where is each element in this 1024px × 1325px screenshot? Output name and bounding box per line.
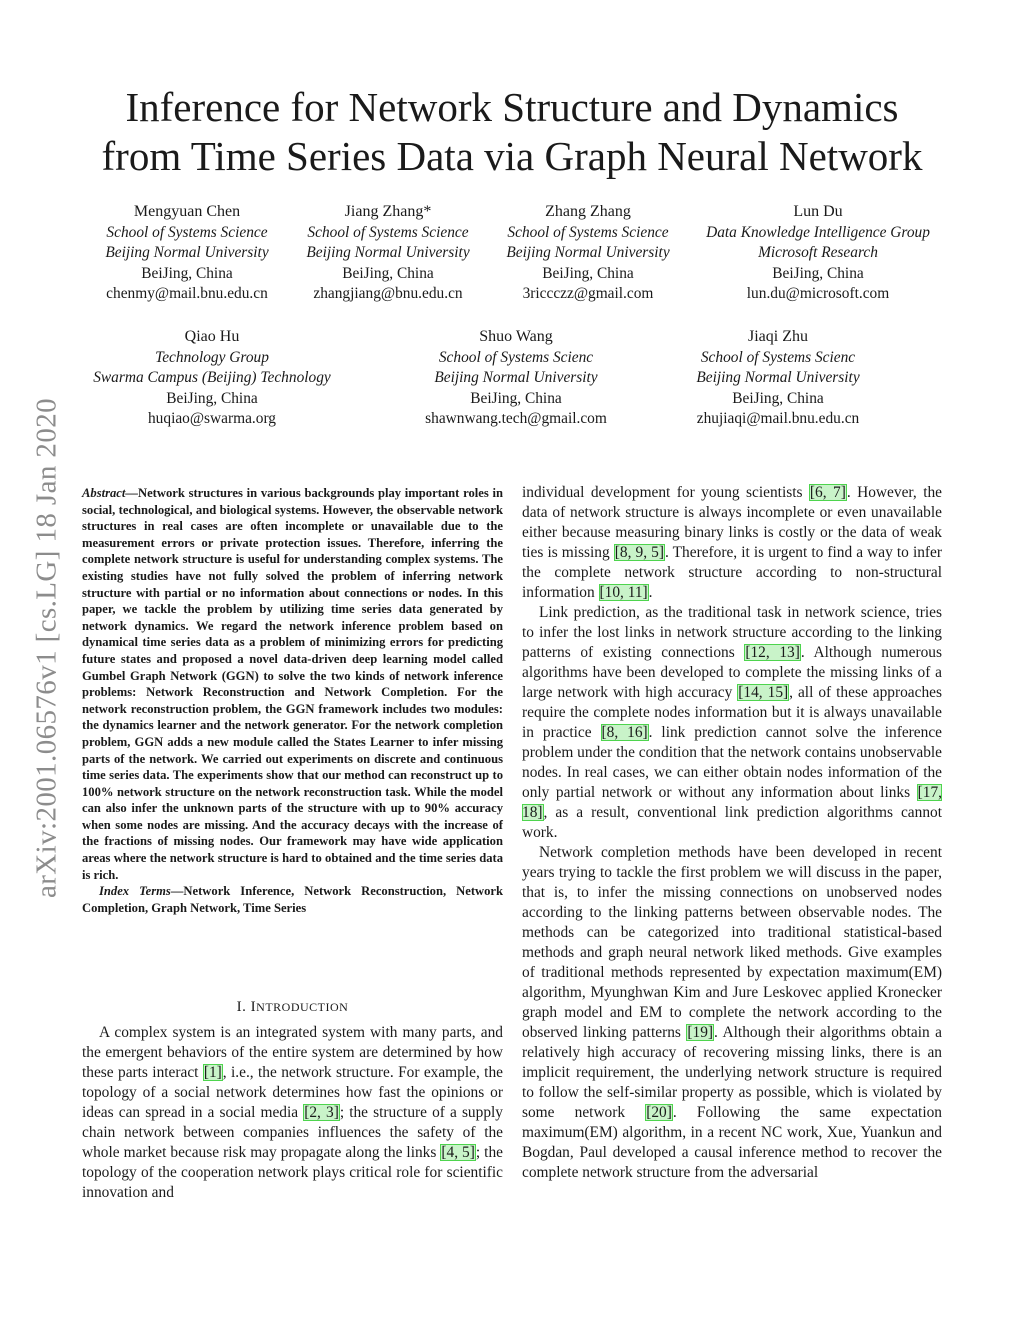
citation-link[interactable]: [12, 13] xyxy=(745,644,800,661)
section-heading-introduction xyxy=(82,999,503,1016)
author-block xyxy=(706,202,930,305)
abstract-dash: — xyxy=(125,486,138,500)
citation-link[interactable]: [14, 15] xyxy=(738,684,789,701)
abstract xyxy=(82,485,503,916)
text-run: ; the topology of the cooperation network plays critical role for scientific innovation and xyxy=(82,1144,503,1201)
author-name: Lun Du xyxy=(793,203,843,220)
author-email: zhujiaqi@mail.bnu.edu.cn xyxy=(696,410,860,428)
author-block xyxy=(93,327,331,430)
text-run: , as a result, conventional link prediction algorithms cannot work. xyxy=(522,804,942,841)
intro-paragraph-left xyxy=(82,1023,503,1203)
author-organization: Beijing Normal University xyxy=(696,369,860,387)
citation-link[interactable]: [6, 7] xyxy=(809,484,846,501)
abstract-label: Abstract xyxy=(82,486,126,500)
author-department: Data Knowledge Intelligence Group xyxy=(706,223,930,241)
index-terms-label: Index Terms xyxy=(99,884,171,899)
citation-link[interactable]: [19] xyxy=(687,1024,714,1041)
citation-link[interactable]: [4, 5] xyxy=(441,1144,475,1161)
citation-link[interactable]: [20] xyxy=(646,1104,672,1121)
text-run: individual development for young scientists xyxy=(522,484,809,501)
author-email: zhangjiang@bnu.edu.cn xyxy=(313,285,463,303)
author-location: BeiJing, China xyxy=(542,264,634,282)
text-run: A complex system is an integrated system with many parts, and the emergent behaviors of the entire system are determined by how these parts interact xyxy=(82,1024,503,1081)
text-run: Link prediction, as the traditional task in network science, tries to infer the lost links in network structure according to the linking patterns of existing connections xyxy=(522,604,942,661)
title-line-2: from Time Series Data via Graph Neural Network xyxy=(101,133,923,179)
author-location: BeiJing, China xyxy=(166,389,258,407)
section-title-initial: I xyxy=(250,999,257,1015)
author-organization: Beijing Normal University xyxy=(506,244,670,262)
paragraph xyxy=(82,1023,503,1203)
author-organization: Beijing Normal University xyxy=(434,369,598,387)
author-department: School of Systems Scienc xyxy=(438,348,594,366)
author-block xyxy=(425,327,607,430)
index-terms xyxy=(82,883,503,916)
author-organization: Swarma Campus (Beijing) Technology xyxy=(93,369,331,387)
text-run: . xyxy=(648,584,653,601)
citation-link[interactable]: [8, 16] xyxy=(601,724,648,741)
author-name: Shuo Wang xyxy=(479,328,553,345)
abstract-text: Network structures in various backgrounds play important roles in social, technological, and biological systems. However, the observable network structures in real cases are often incomplete or unavailable due to the measurement errors or private protection issues. Therefore, inferring the complete network structure is useful for understanding complex systems. The existing studies have not fully solved the problem of inferring network structure with partial or no information about connections or nodes. In this paper, we tackle the problem by utilizing time series data generated by network dynamics. We regard the network inference problem based on dynamical time series data as a problem of minimizing errors for predicting future states and proposed a novel data-driven deep learning model called Gumbel Graph Network (GGN) to solve the two kinds of network inference problems: Network Reconstruction and Network Completion. For the network reconstruction problem, the GGN framework includes two modules: the dynamics learner and the network generator. For the network completion problem, GGN adds a new module called the States Learner to infer missing parts of the network. We carried out experiments on discrete and continuous time series data. The experiments show that our method can reconstruct up to 100% network structure on the network reconstruction task. While the model can also infer the unknown parts of the structure with up to 90% accuracy when some nodes are missing. And the accuracy decays with the increase of the fractions of missing nodes. Our framework may have wide application areas where the network structure is hard to obtained and the time series data is rich. xyxy=(82,486,503,882)
section-numeral: I. xyxy=(236,999,247,1015)
author-department: School of Systems Scienc xyxy=(700,348,856,366)
abstract-paragraph xyxy=(82,485,503,883)
title-line-1: Inference for Network Structure and Dynamics xyxy=(125,84,899,130)
text-run: , i.e., the network structure. For example, the topology of a social network determines how fast the opinions or ideas can spread in a social media xyxy=(82,1064,503,1121)
text-run: Network completion methods have been developed in recent years trying to tackle the first problem we will discuss in the paper, that is, to infer the missing connections on unobserved nodes according to the linking patterns between observable nodes. The methods can be categorized into traditional statistical-based methods and graph neural network liked methods. Give examples of traditional methods represented by expectation maximum(EM) algorithm, Myunghwan Kim and Jure Leskovec applied Kronecker graph model and EM to complete the network according to the observed linking patterns xyxy=(522,844,942,1041)
text-run: . Although numerous algorithms have been developed to complete the missing links of a large network with high accuracy xyxy=(522,644,942,701)
author-department: School of Systems Science xyxy=(106,223,268,241)
author-block xyxy=(696,327,859,430)
author-name: Jiaqi Zhu xyxy=(747,328,808,345)
text-run: , all of these approaches require the complete nodes information but it is always unavailable in practice xyxy=(522,684,942,741)
author-department: School of Systems Science xyxy=(307,223,469,241)
right-column xyxy=(522,483,942,1183)
text-run: . However, the data of network structure is always incomplete or even unavailable either because measuring binary links is costly or the data of weak ties is missing xyxy=(522,484,942,561)
paragraph xyxy=(522,603,942,843)
author-name: Mengyuan Chen xyxy=(133,203,241,220)
text-run: . Although their algorithms obtain a relatively high accuracy of recovering missing links, there is an implicit requirement, the underlying network structure is required to follow the self-similar property as possible, which is violated by some network xyxy=(522,1024,943,1121)
author-email: chenmy@mail.bnu.edu.cn xyxy=(106,285,268,303)
citation-link[interactable]: [2, 3] xyxy=(304,1104,339,1121)
author-location: BeiJing, China xyxy=(470,389,562,407)
author-name: Jiang Zhang* xyxy=(344,203,432,220)
text-run: ; the structure of a supply chain network between companies influences the safety of the whole market because risk may propagate along the links xyxy=(82,1104,503,1161)
author-email: shawnwang.tech@gmail.com xyxy=(425,410,607,428)
paper-title xyxy=(0,83,1024,181)
citation-link[interactable]: [8, 9, 5] xyxy=(614,544,664,561)
author-email: lun.du@microsoft.com xyxy=(746,285,890,303)
author-department: Technology Group xyxy=(155,348,269,366)
index-terms-dash: — xyxy=(170,884,184,899)
author-location: BeiJing, China xyxy=(342,264,434,282)
text-run: . Therefore, it is urgent to find a way to infer the complete network structure according to non-structural information xyxy=(522,544,942,601)
author-location: BeiJing, China xyxy=(772,264,864,282)
author-block xyxy=(306,202,469,305)
author-department: School of Systems Science xyxy=(507,223,669,241)
author-block xyxy=(105,202,268,305)
author-organization: Beijing Normal University xyxy=(105,244,269,262)
author-location: BeiJing, China xyxy=(141,264,233,282)
arxiv-stamp-text: arXiv:2001.06576v1 [cs.LG] 18 Jan 2020 xyxy=(30,397,63,899)
author-email: 3riccczz@gmail.com xyxy=(522,285,654,303)
author-organization: Microsoft Research xyxy=(758,244,878,262)
author-block xyxy=(506,202,669,305)
paragraph xyxy=(522,483,942,603)
citation-link[interactable]: [17, 18] xyxy=(522,784,942,821)
citation-link[interactable]: [10, 11] xyxy=(599,584,648,601)
author-name: Qiao Hu xyxy=(184,328,240,345)
paragraph xyxy=(522,843,942,1183)
author-organization: Beijing Normal University xyxy=(306,244,470,262)
section-title-rest: NTRODUCTION xyxy=(256,1000,349,1014)
author-location: BeiJing, China xyxy=(732,389,824,407)
author-name: Zhang Zhang xyxy=(545,203,631,220)
citation-link[interactable]: [1] xyxy=(203,1064,222,1081)
text-run: . link prediction cannot solve the inference problem under the condition that the network contains unobservable nodes. In real cases, we can either obtain nodes information of the only partial network or without any information about links xyxy=(522,724,942,801)
index-terms-text: Network Inference, Network Reconstruction, Network Completion, Graph Network, Time Series xyxy=(82,884,503,915)
author-email: huqiao@swarma.org xyxy=(147,410,276,428)
text-run: . Following the same expectation maximum(EM) algorithm, in a recent NC work, Xue, Yuankun and Bogdan, Paul developed a causal inference method to recover the complete network structure from the adversarial xyxy=(522,1104,942,1181)
